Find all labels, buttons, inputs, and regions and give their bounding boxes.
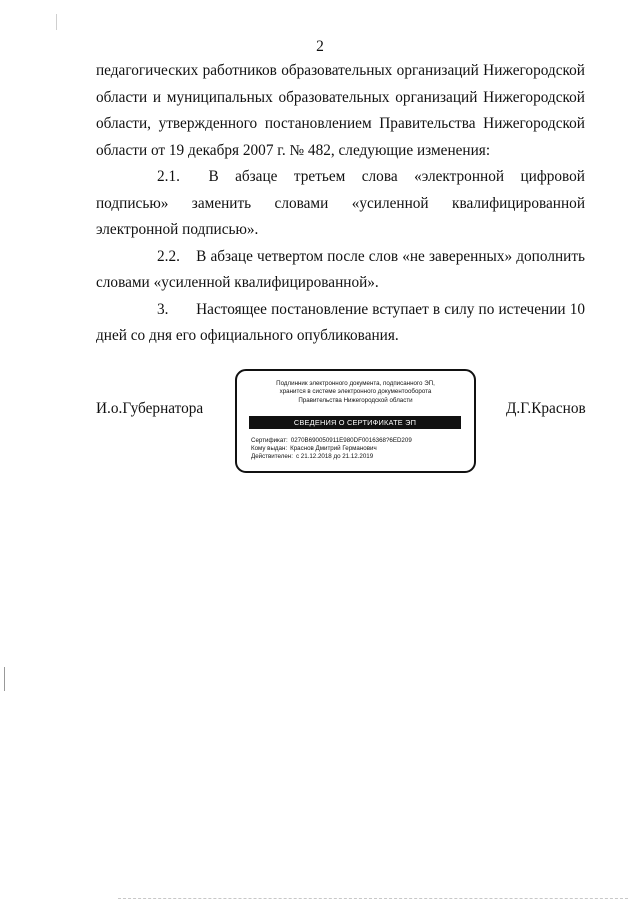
stamp-notice (237, 380, 474, 405)
issued-to-label: Кому выдан: (251, 445, 288, 453)
amendment-item-2-1 (96, 164, 585, 244)
certificate-value: 0270B690050911E980DF0016368?6ED209 (290, 437, 412, 444)
signer-name: Д.Г.Краснов (506, 400, 586, 417)
body-line: области и муниципальных образовательных организаций Нижегородской (96, 88, 585, 106)
validity-label: Действителен: (251, 453, 293, 461)
body-line: педагогических работников образовательных организаций Нижегородской (96, 62, 585, 79)
issued-to-value: Краснов Дмитрий Германович (290, 445, 377, 453)
certificate-details (251, 437, 412, 462)
item-text: Настоящее постановление вступает в силу по истечении 10 дней со дня его официального опубликования. (96, 300, 586, 344)
scan-artifact-mark (4, 667, 5, 691)
scan-artifact-mark (56, 14, 57, 30)
stamp-notice-line: Подлинник электронного документа, подписанного ЭП, (276, 380, 435, 387)
issued-to-row (251, 445, 412, 453)
item-text: В абзаце четвертом после слов «не заверенных» дополнить словами «усиленной квалифицированной». (96, 247, 585, 291)
item-text: В абзаце третьем слова «электронной цифровой подписью» заменить словами «усиленной квалифицированной электронной подписью». (96, 168, 585, 238)
scan-artifact-line (118, 898, 628, 899)
body-line: области от 19 декабря 2007 г. № 482, следующие изменения: (96, 141, 491, 159)
electronic-signature-stamp (235, 369, 476, 473)
clause-3 (96, 297, 585, 350)
signatory-position: И.о.Губернатора (96, 400, 204, 417)
certificate-label: Сертификат: (251, 437, 288, 444)
amendment-item-2-2 (96, 244, 585, 297)
body-line: области, утвержденного постановлением Правительства Нижегородской (96, 115, 585, 132)
document-body (96, 58, 585, 350)
validity-row (251, 453, 412, 461)
item-number: 2.2. (157, 247, 180, 265)
stamp-notice-line: хранится в системе электронного документооборота (279, 388, 432, 396)
stamp-notice-line: Правительства Нижегородской области (298, 396, 413, 404)
item-number: 3. (157, 300, 169, 318)
page-number: 2 (316, 38, 324, 55)
validity-value: с 21.12.2018 до 21.12.2019 (295, 453, 374, 461)
stamp-header-bar: СВЕДЕНИЯ О СЕРТИФИКАТЕ ЭП (249, 416, 461, 429)
item-number: 2.1. (157, 168, 180, 185)
certificate-row (251, 437, 412, 445)
